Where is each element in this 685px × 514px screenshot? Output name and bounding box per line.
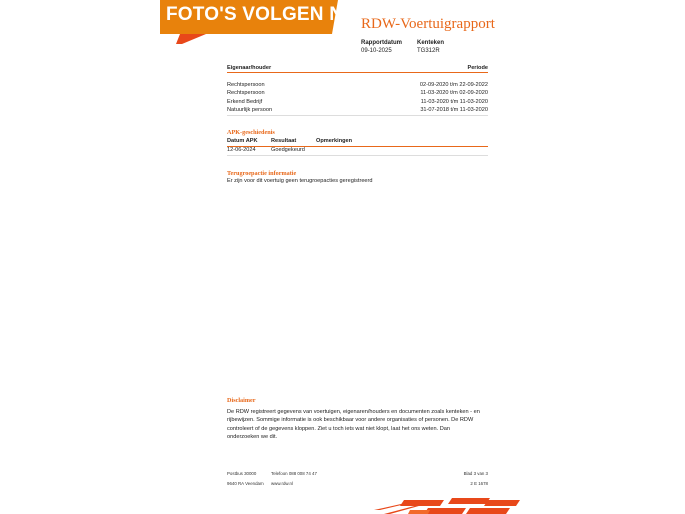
footer-web: www.rdw.nl xyxy=(271,481,293,486)
footer-city: 9640 RA Veendam xyxy=(227,481,264,486)
disclaimer-heading: Disclaimer xyxy=(227,397,256,404)
owners-col-period: Periode xyxy=(467,65,488,71)
footer-contact xyxy=(271,470,317,487)
report-date-value: 09-10-2025 xyxy=(361,48,392,54)
footer-address xyxy=(227,470,264,487)
owner-type: Erkend Bedrijf xyxy=(227,99,263,105)
apk-col-date: Datum APK xyxy=(227,138,258,144)
table-row xyxy=(227,81,488,89)
disclaimer-text: De RDW registreert gegevens van voertuigen, eigenaren/houders en documenten zoals kenteken - en rijbewijzen. Sommige informatie is ook beschikbaar voor andere organisaties of personen. De RDW controleert of de gegevens kloppen. Ziet u toch iets wat niet klopt, laat het ons weten. Dan onderzoeken we dit. xyxy=(227,409,480,441)
owner-period: 02-09-2020 t/m 22-09-2022 xyxy=(419,82,488,88)
apk-col-remarks: Opmerkingen xyxy=(316,138,353,144)
footer-code: 2 E 1678 xyxy=(470,481,488,486)
footer-page: Blad 3 van 3 xyxy=(463,471,488,476)
owner-type: Rechtspersoon xyxy=(227,82,265,88)
owners-bottom-rule xyxy=(227,115,488,116)
report-date xyxy=(361,39,402,55)
recall-text: Er zijn voor dit voertuig geen terugroepacties geregistreerd xyxy=(227,178,373,184)
license-plate-value: TG312R xyxy=(417,48,440,54)
owners-col-owner: Eigenaar/houder xyxy=(227,65,272,71)
table-row xyxy=(227,98,488,106)
table-row xyxy=(227,106,488,114)
photos-pending-banner xyxy=(160,0,374,34)
report-date-label: Rapportdatum xyxy=(361,40,402,46)
apk-header-rule xyxy=(227,146,488,147)
owner-period: 11-03-2020 t/m 11-03-2020 xyxy=(420,99,488,105)
rdw-logo-icon xyxy=(370,496,526,514)
owners-header-rule xyxy=(227,72,488,73)
license-plate-label: Kenteken xyxy=(417,40,445,46)
footer-page-info xyxy=(440,470,488,487)
recall-heading: Terugroepactie informatie xyxy=(227,170,297,177)
owners-header xyxy=(227,64,488,72)
table-row xyxy=(227,89,488,97)
apk-col-result: Resultaat xyxy=(271,138,297,144)
apk-result: Goedgekeurd xyxy=(271,147,305,153)
license-plate xyxy=(417,39,444,55)
footer-postbus: Postbus 30000 xyxy=(227,471,257,476)
report-title: RDW-Voertuigrapport xyxy=(361,16,495,32)
apk-bottom-rule xyxy=(227,155,488,156)
apk-heading: APK-geschiedenis xyxy=(227,129,275,136)
owner-type: Natuurlijk persoon xyxy=(227,107,273,113)
apk-date: 12-06-2024 xyxy=(227,147,256,153)
footer-phone: Telefoon 088 008 74 47 xyxy=(271,471,317,476)
owner-period: 11-03-2020 t/m 02-09-2020 xyxy=(420,90,488,96)
owner-period: 31-07-2018 t/m 11-03-2020 xyxy=(420,107,488,113)
banner-text: FOTO'S VOLGEN NOG xyxy=(166,4,374,25)
owner-type: Rechtspersoon xyxy=(227,90,265,96)
